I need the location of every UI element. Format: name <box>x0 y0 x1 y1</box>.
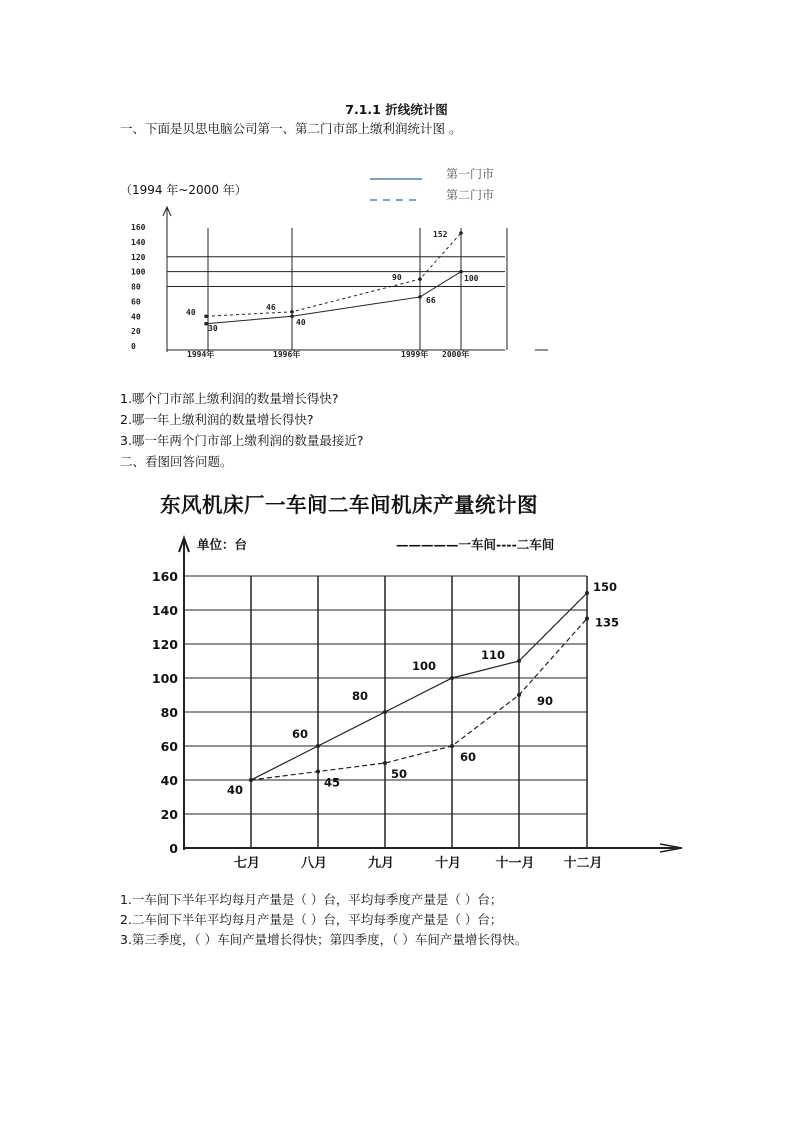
chart-1-legend-label-1: 第一门市 <box>446 167 495 181</box>
question-1-2: 2.哪一年上缴利润的数量增长得快? <box>120 412 314 427</box>
x-tick-label: 九月 <box>367 856 395 871</box>
y-tick-label: 80 <box>160 705 178 720</box>
y-tick-label: 40 <box>131 312 141 322</box>
chart-1-subtitle: （1994 年~2000 年） <box>120 183 247 197</box>
data-label-workshop-2: 50 <box>390 767 408 781</box>
question-1-3: 3.哪一年两个门市部上缴利润的数量最接近? <box>120 433 364 448</box>
y-tick-label: 20 <box>160 807 178 822</box>
data-label-store-1: 30 <box>208 324 218 333</box>
data-point <box>450 744 454 748</box>
y-tick-label: 0 <box>169 841 178 856</box>
x-tick-label: 十二月 <box>563 856 603 871</box>
data-point <box>383 761 387 765</box>
data-label-workshop-2: 45 <box>323 775 341 790</box>
x-tick-label: 八月 <box>300 856 328 871</box>
data-point <box>517 659 521 663</box>
data-label-workshop-1: 150 <box>592 580 618 594</box>
data-label-workshop-1: 80 <box>351 689 369 703</box>
y-tick-label: 140 <box>131 237 146 247</box>
chart-2-legend: —————一车间----二车间 <box>396 537 555 552</box>
data-point <box>450 676 454 680</box>
data-label-store-1: 100 <box>464 274 479 283</box>
y-tick-label: 0 <box>131 342 136 351</box>
x-tick-label: 2000年 <box>442 350 470 359</box>
question-2-3: 3.第三季度，（ ）车间产量增长得快；第四季度，（ ）车间产量增长得快。 <box>120 932 528 947</box>
data-label-store-2: 40 <box>186 308 196 317</box>
x-tick-label: 十一月 <box>495 856 535 871</box>
data-label-workshop-1: 110 <box>480 648 506 662</box>
y-tick-label: 120 <box>131 252 146 262</box>
y-tick-label: 160 <box>151 569 178 584</box>
x-tick-label: 1999年 <box>401 350 429 359</box>
data-label-store-1: 66 <box>426 296 436 305</box>
chart-2-title: 东风机床厂一车间二车间机床产量统计图 <box>160 493 538 517</box>
data-point <box>316 744 320 748</box>
page-title: 7.1.1 折线统计图 <box>345 102 448 117</box>
x-tick-label: 1994年 <box>187 350 215 359</box>
data-label-workshop-2: 135 <box>594 615 620 630</box>
y-tick-label: 60 <box>160 739 178 754</box>
data-label-workshop-2: 60 <box>459 750 477 764</box>
question-2-1: 1.一车间下半年平均每月产量是（ ）台，平均每季度产量是（ ）台； <box>120 892 503 907</box>
data-label-workshop-1: 60 <box>291 727 309 741</box>
data-label-store-2: 152 <box>433 230 448 239</box>
y-tick-label: 140 <box>151 603 178 618</box>
y-tick-label: 120 <box>151 637 178 652</box>
data-label-workshop-2: 90 <box>536 694 554 708</box>
y-tick-label: 40 <box>160 773 178 788</box>
y-tick-label: 80 <box>131 282 141 292</box>
y-tick-label: 20 <box>131 327 141 337</box>
question-1-1: 1.哪个门市部上缴利润的数量增长得快? <box>120 391 339 406</box>
data-label-workshop-1: 40 <box>226 783 244 797</box>
series-line-workshop-1 <box>251 593 587 780</box>
data-label-workshop-1: 100 <box>411 659 437 673</box>
section-1-heading: 一、下面是贝思电脑公司第一、第二门市部上缴利润统计图 。 <box>120 121 462 136</box>
data-point <box>249 778 253 782</box>
x-tick-label: 七月 <box>233 856 261 871</box>
section-2-heading: 二、看图回答问题。 <box>120 454 233 469</box>
x-tick-label: 1996年 <box>273 350 301 359</box>
question-2-2: 2.二车间下半年平均每月产量是（ ）台，平均每季度产量是（ ）台； <box>120 912 503 927</box>
data-label-store-2: 46 <box>266 303 276 312</box>
y-tick-label: 160 <box>131 223 146 233</box>
chart-2-unit-label: 单位：台 <box>197 537 248 552</box>
data-label-store-2: 90 <box>392 273 402 282</box>
data-point <box>316 770 320 774</box>
y-tick-label: 100 <box>131 267 146 277</box>
data-point <box>517 693 521 697</box>
y-tick-label: 60 <box>131 297 141 307</box>
y-tick-label: 100 <box>151 671 178 686</box>
data-label-store-1: 40 <box>296 318 306 327</box>
data-point <box>585 617 589 621</box>
data-point <box>585 591 589 595</box>
x-tick-label: 十月 <box>434 856 462 871</box>
chart-1-legend-label-2: 第二门市 <box>446 188 495 202</box>
data-point <box>383 710 387 714</box>
